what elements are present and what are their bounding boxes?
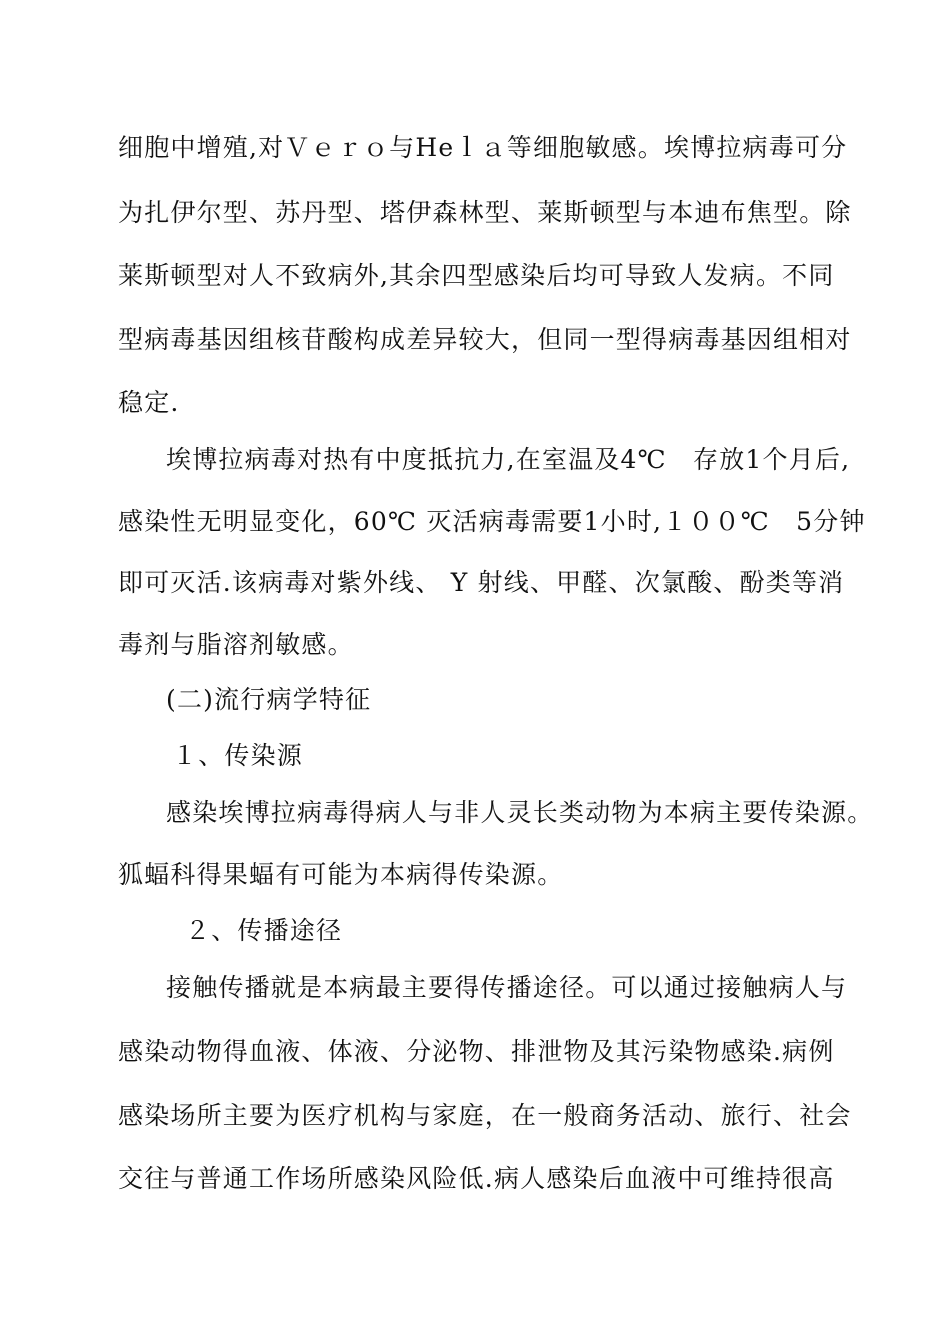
- text-line: 为扎伊尔型、苏丹型、塔伊森林型、莱斯顿型与本迪布焦型。除: [118, 198, 852, 227]
- text-line: 稳定.: [118, 388, 180, 417]
- text-line: 感染动物得血液、体液、分泌物、排泄物及其污染物感染.病例: [118, 1037, 835, 1066]
- text-line: 莱斯顿型对人不致病外,其余四型感染后均可导致人发病。不同: [118, 261, 835, 290]
- text-line: 接触传播就是本病最主要得传播途径。可以通过接触病人与: [166, 973, 848, 1002]
- text-line: 即可灭活.该病毒对紫外线、 Υ 射线、甲醛、次氯酸、酚类等消: [118, 568, 845, 597]
- text-line: 埃博拉病毒对热有中度抵抗力,在室温及4℃ 存放1个月后,: [166, 445, 851, 474]
- text-line: 感染性无明显变化，60℃ 灭活病毒需要1小时,１００℃ 5分钟: [118, 507, 866, 536]
- text-line: 细胞中增殖,对Ｖｅｒｏ与Heｌａ等细胞敏感。埃博拉病毒可分: [118, 133, 848, 162]
- text-line: 型病毒基因组核苷酸构成差异较大，但同一型得病毒基因组相对: [118, 325, 852, 354]
- text-line: 狐蝠科得果蝠有可能为本病得传染源。: [118, 860, 564, 889]
- text-line: 毒剂与脂溶剂敏感。: [118, 630, 354, 659]
- text-line: 感染埃博拉病毒得病人与非人灵长类动物为本病主要传染源。: [166, 798, 874, 827]
- text-line: 交往与普通工作场所感染风险低.病人感染后血液中可维持很高: [118, 1164, 835, 1193]
- section-heading: (二)流行病学特征: [166, 685, 372, 714]
- subsection-heading: １、传染源: [172, 741, 304, 770]
- text-line: 感染场所主要为医疗机构与家庭，在一般商务活动、旅行、社会: [118, 1101, 852, 1130]
- subsection-heading: ２、传播途径: [185, 916, 343, 945]
